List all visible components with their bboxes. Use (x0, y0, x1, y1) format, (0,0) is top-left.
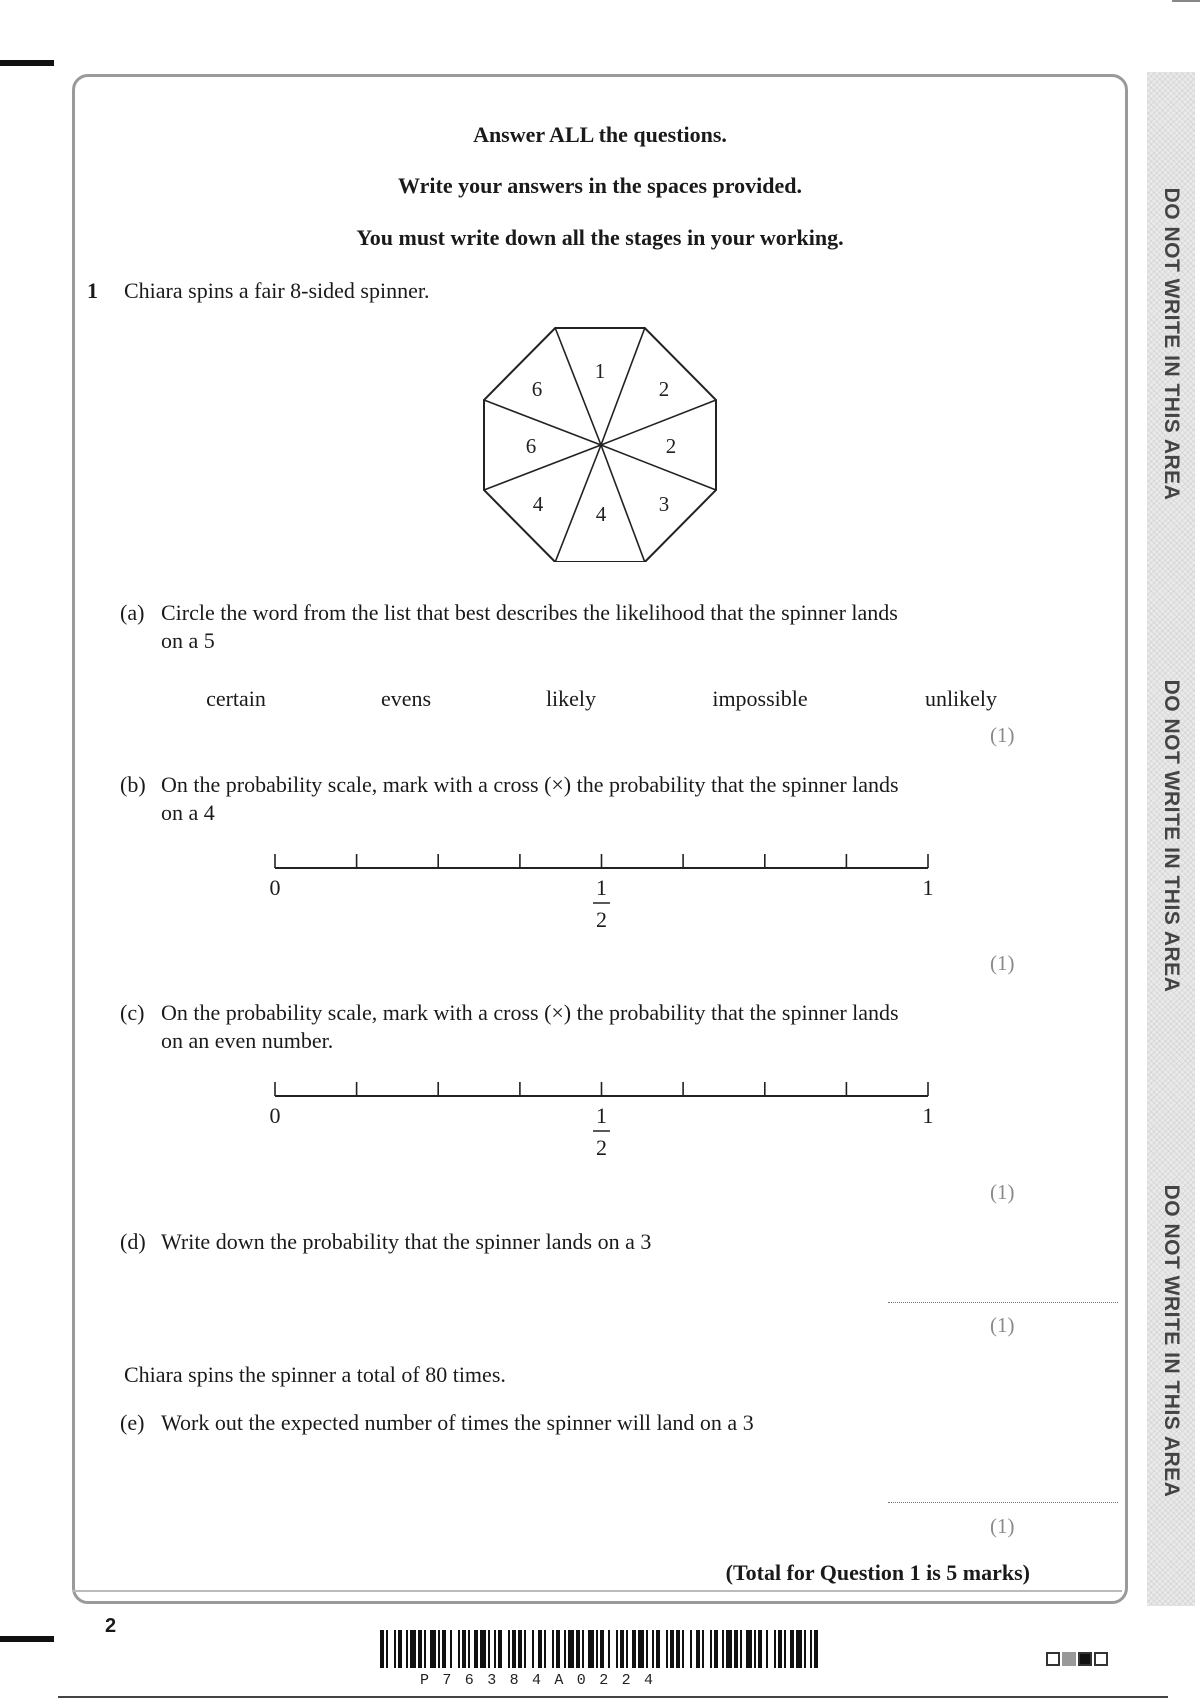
barcode-bar (608, 1630, 610, 1668)
barcode-bar (442, 1630, 446, 1668)
barcode-bar (498, 1630, 502, 1668)
barcode-bar (582, 1630, 584, 1668)
barcode-bar (696, 1630, 700, 1668)
barcode-bar (386, 1630, 388, 1668)
instruction-working: You must write down all the stages in your working. (356, 225, 844, 250)
page-number: 2 (105, 1615, 117, 1637)
scale-c-half-denominator: 2 (596, 1135, 607, 1160)
instruction-answer-all: Answer ALL the questions. (473, 122, 727, 147)
answer-line-e[interactable] (888, 1502, 1118, 1503)
barcode-bar (616, 1630, 618, 1668)
indicator-square (1062, 1652, 1076, 1666)
scale-c-zero: 0 (269, 1103, 281, 1128)
barcode-bar (754, 1630, 756, 1668)
scale-b-half-denominator: 2 (596, 907, 607, 932)
barcode-bar (740, 1630, 742, 1668)
barcode-bar (430, 1630, 436, 1668)
barcode-bar (666, 1630, 668, 1668)
spinner-diagram (480, 322, 720, 562)
barcode-bar (474, 1630, 478, 1668)
spinner-sector-label: 6 (531, 377, 543, 401)
option-certain[interactable]: certain (206, 686, 266, 711)
part-d-text: Write down the probability that the spinner lands on a 3 (161, 1229, 652, 1254)
option-impossible[interactable]: impossible (712, 686, 808, 711)
spinner-sector-label: 2 (665, 434, 677, 458)
barcode-bar (796, 1630, 802, 1668)
barcode-bar (532, 1630, 534, 1668)
barcode-bar (458, 1630, 460, 1668)
part-a-text-line1: Circle the word from the list that best describes the likelihood that the spinner lands (161, 600, 898, 625)
part-c-text-line1: On the probability scale, mark with a cross (×) the probability that the spinner lands (161, 1000, 899, 1025)
question-number: 1 (87, 278, 98, 303)
part-e-text: Work out the expected number of times the spinner will land on a 3 (161, 1410, 754, 1435)
barcode-text: P76384A0224 (420, 1672, 667, 1689)
part-d-label: (d) (120, 1229, 146, 1254)
barcode-bar (778, 1630, 782, 1668)
barcode-bar (652, 1630, 654, 1668)
answer-line-d[interactable] (888, 1302, 1118, 1303)
barcode-bar (518, 1630, 522, 1668)
barcode-bar (810, 1630, 812, 1668)
barcode-bar (462, 1630, 466, 1668)
barcode-bar (524, 1630, 526, 1668)
barcode-bar (556, 1630, 560, 1668)
part-b-text-line1: On the probability scale, mark with a cross (×) the probability that the spinner lands (161, 772, 899, 797)
barcode-bar (758, 1630, 762, 1668)
scale-b-one: 1 (922, 875, 934, 900)
spinner-sector-label: 4 (532, 492, 544, 516)
option-evens[interactable]: evens (380, 686, 432, 711)
barcode-bar (406, 1630, 408, 1668)
barcode-bar (676, 1630, 680, 1668)
corner-mark-top-right (1172, 0, 1200, 2)
spinner-sector-label: 1 (594, 359, 606, 383)
barcode-bar (488, 1630, 490, 1668)
indicator-square (1094, 1652, 1108, 1666)
barcode-bar (626, 1630, 628, 1668)
barcode-bar (670, 1630, 674, 1668)
part-b-label: (b) (120, 772, 146, 797)
marks-part-b: (1) (990, 951, 1015, 975)
part-e-label: (e) (120, 1410, 145, 1435)
bottom-rule (72, 1590, 1122, 1592)
probability-scale-c[interactable] (260, 1078, 940, 1188)
part-a-label: (a) (120, 600, 145, 625)
barcode-bar (538, 1630, 542, 1668)
barcode-bar (564, 1630, 566, 1668)
spinner-sector-label: 4 (595, 502, 607, 526)
indicator-square (1078, 1652, 1092, 1666)
barcode-bar (512, 1630, 516, 1668)
spinner-sector-label: 6 (525, 434, 537, 458)
barcode-bar (766, 1630, 768, 1668)
barcode-bar (410, 1630, 416, 1668)
barcode (380, 1630, 820, 1672)
marks-part-d: (1) (990, 1313, 1015, 1337)
page-indicator-squares (1046, 1652, 1108, 1666)
scale-b-zero: 0 (269, 875, 281, 900)
barcode-bar (682, 1630, 684, 1668)
instruction-answer-spaces: Write your answers in the spaces provided. (398, 173, 802, 198)
question-total: (Total for Question 1 is 5 marks) (725, 1560, 1030, 1585)
scale-c-one: 1 (922, 1103, 934, 1128)
footer-rule (58, 1696, 1168, 1698)
spinner-sector-label: 2 (658, 377, 670, 401)
barcode-bar (722, 1630, 724, 1668)
barcode-bar (790, 1630, 794, 1668)
barcode-bar (638, 1630, 644, 1668)
barcode-bar (576, 1630, 580, 1668)
barcode-bar (544, 1630, 546, 1668)
barcode-bar (804, 1630, 806, 1668)
barcode-bar (714, 1630, 718, 1668)
barcode-bar (620, 1630, 624, 1668)
barcode-bar (600, 1630, 604, 1668)
barcode-bar (774, 1630, 776, 1668)
part-c-text-line2: on an even number. (161, 1028, 334, 1053)
corner-mark-bottom (0, 1636, 54, 1642)
probability-scale-b[interactable] (260, 850, 940, 960)
barcode-bar (552, 1630, 554, 1668)
barcode-bar (494, 1630, 496, 1668)
barcode-bar (424, 1630, 426, 1668)
barcode-bar (450, 1630, 452, 1668)
barcode-bar (710, 1630, 712, 1668)
barcode-bar (394, 1630, 396, 1668)
barcode-bar (632, 1630, 636, 1668)
barcode-bar (746, 1630, 752, 1668)
spinner-sector-label: 3 (658, 492, 670, 516)
option-unlikely[interactable]: unlikely (924, 686, 998, 711)
part-a-text-line2: on a 5 (161, 628, 215, 653)
barcode-bar (690, 1630, 692, 1668)
marks-part-e: (1) (990, 1514, 1015, 1538)
barcode-bar (568, 1630, 574, 1668)
barcode-bar (468, 1630, 470, 1668)
option-likely[interactable]: likely (545, 686, 597, 711)
scale-c-half-numerator: 1 (596, 1103, 607, 1128)
part-b-text-line2: on a 4 (161, 800, 215, 825)
question-stem: Chiara spins a fair 8-sided spinner. (124, 278, 430, 303)
indicator-square (1046, 1652, 1060, 1666)
barcode-bar (734, 1630, 738, 1668)
part-c-label: (c) (120, 1000, 145, 1025)
barcode-bar (702, 1630, 704, 1668)
barcode-bar (814, 1630, 818, 1668)
barcode-bar (418, 1630, 422, 1668)
barcode-bar (784, 1630, 786, 1668)
barcode-bar (508, 1630, 510, 1668)
corner-mark-top (0, 60, 54, 66)
barcode-bar (588, 1630, 594, 1668)
question-info: Chiara spins the spinner a total of 80 times. (124, 1362, 506, 1387)
scale-b-half-numerator: 1 (596, 875, 607, 900)
barcode-bar (726, 1630, 732, 1668)
marks-part-c: (1) (990, 1180, 1015, 1204)
barcode-bar (596, 1630, 598, 1668)
barcode-bar (398, 1630, 402, 1668)
barcode-bar (480, 1630, 486, 1668)
barcode-bar (438, 1630, 440, 1668)
barcode-bar (380, 1630, 384, 1668)
marks-part-a: (1) (990, 723, 1015, 747)
barcode-bar (646, 1630, 648, 1668)
barcode-bar (656, 1630, 660, 1668)
